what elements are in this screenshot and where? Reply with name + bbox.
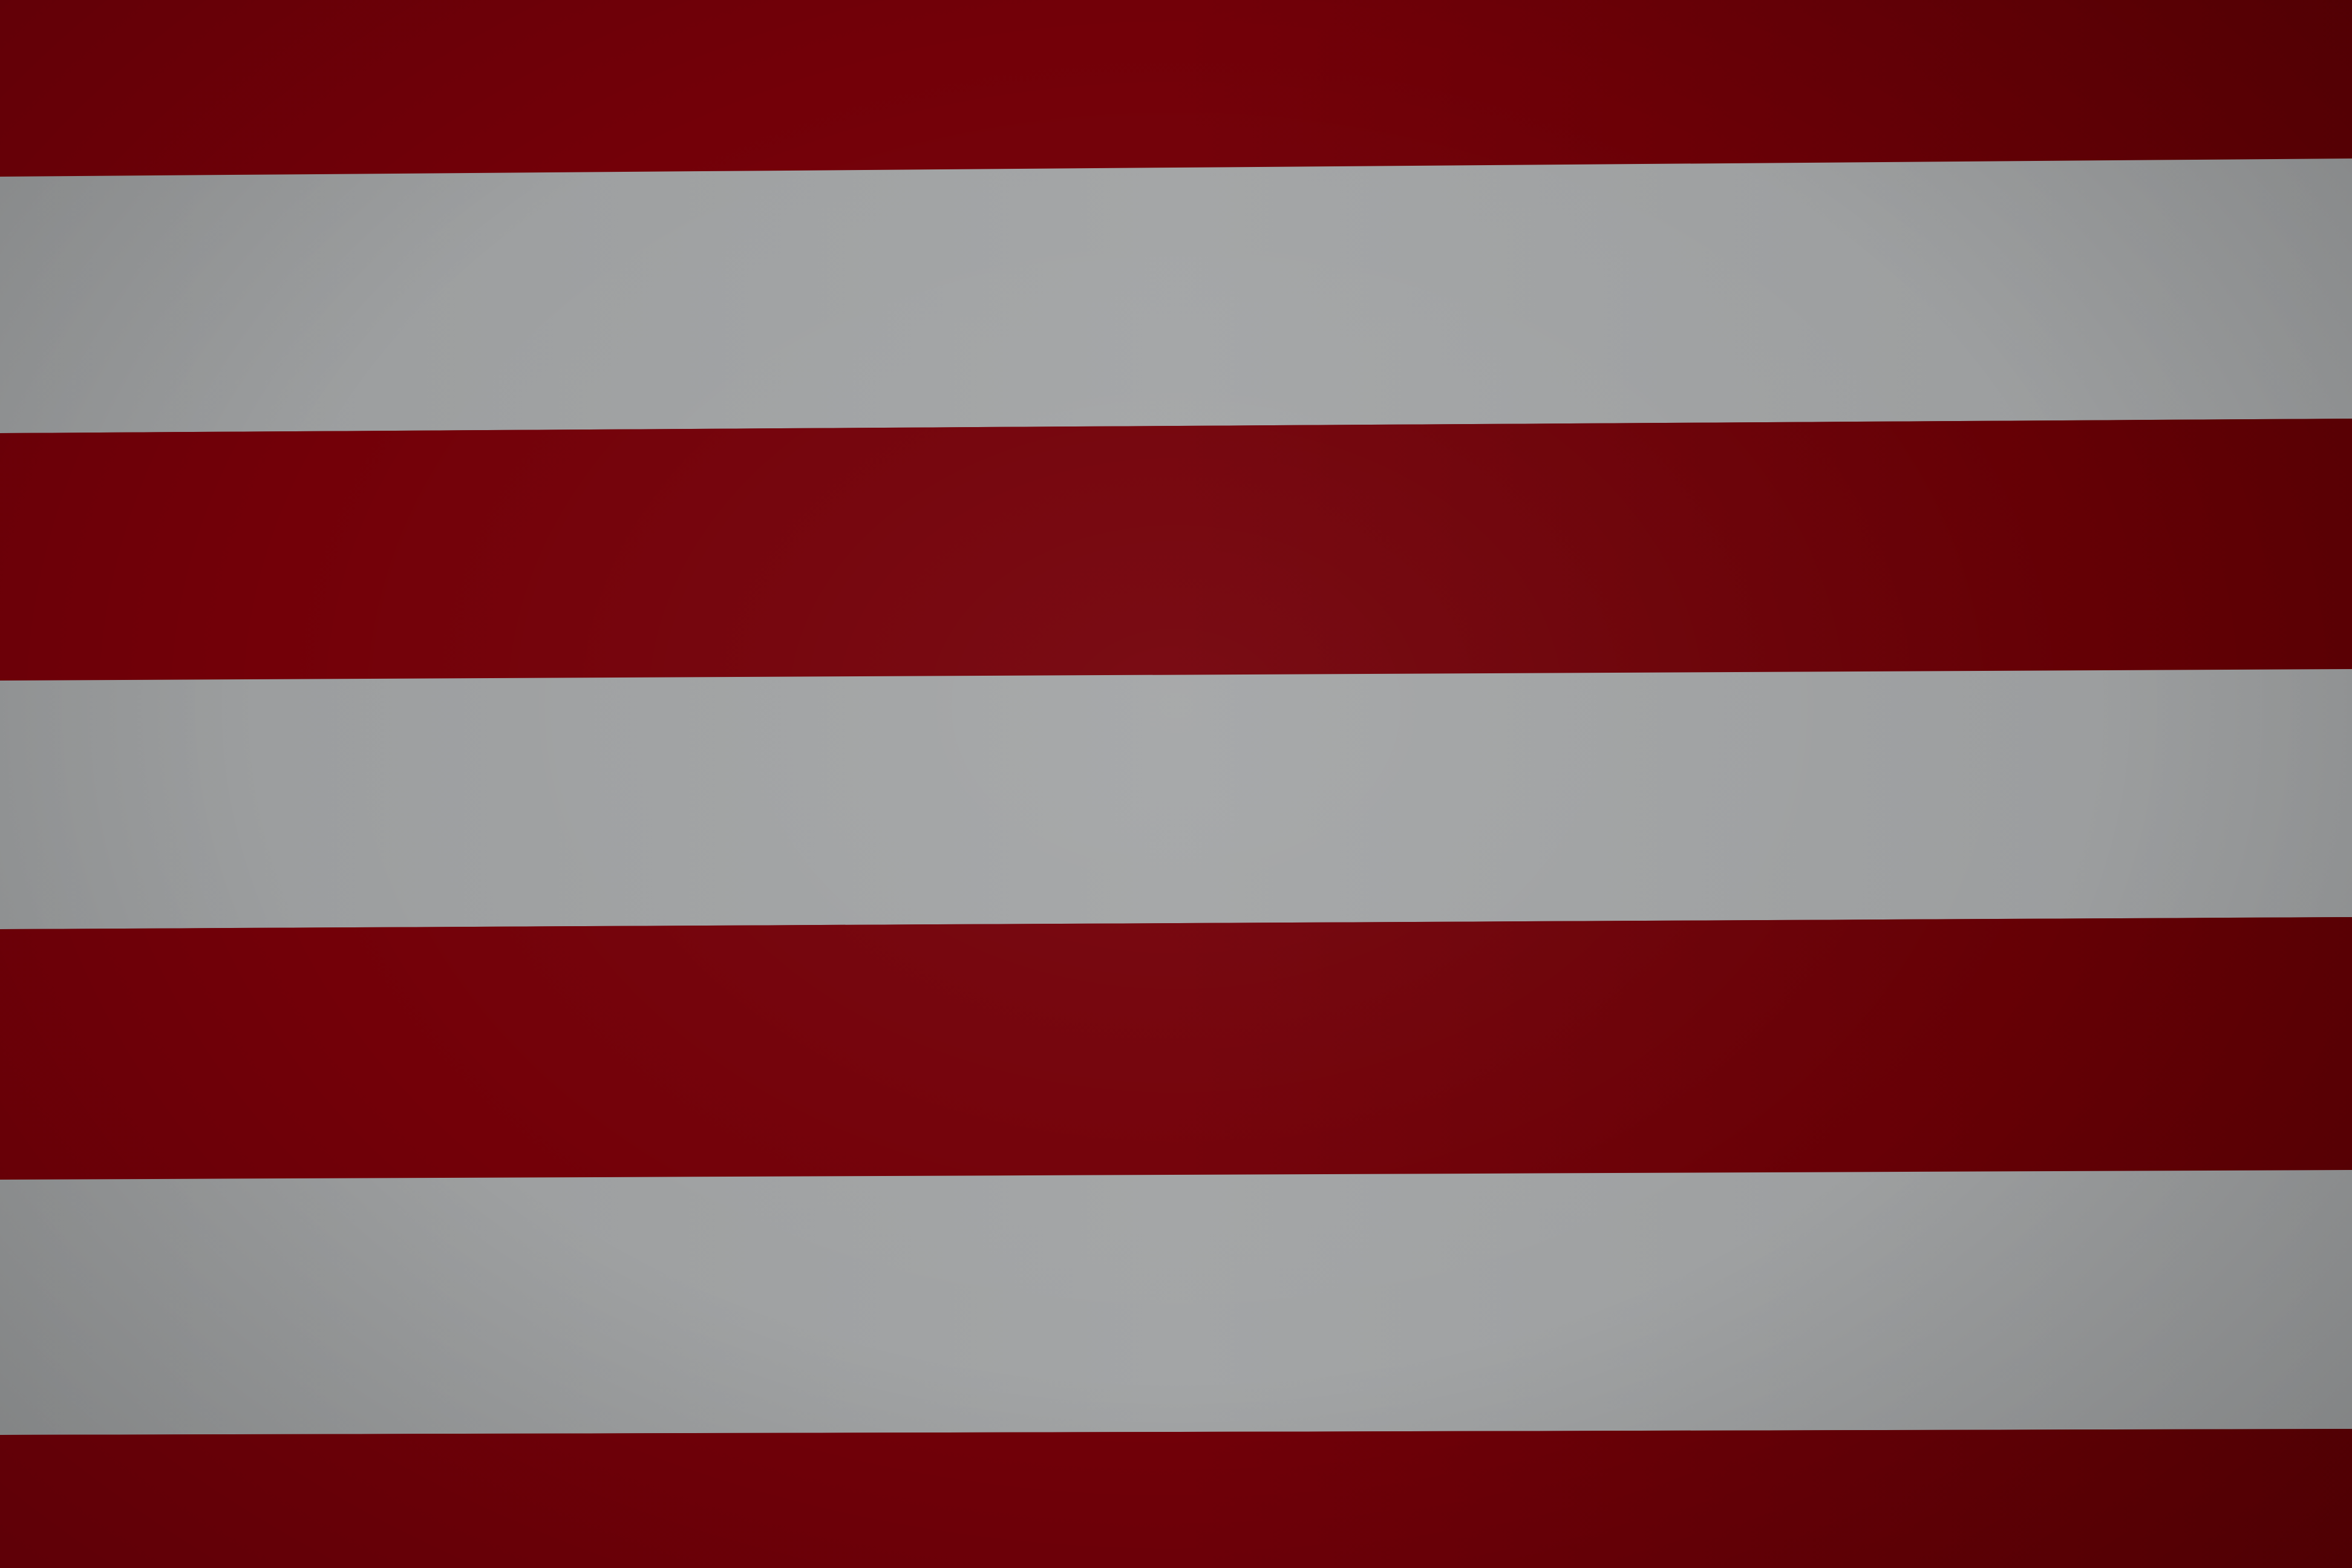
red-stripe-2 (0, 419, 2352, 681)
red-stripe-3 (0, 917, 2352, 1180)
white-stripe-1 (0, 158, 2352, 433)
white-stripe-2 (0, 669, 2352, 929)
white-stripe-3 (0, 1170, 2352, 1435)
red-stripe-4 (0, 1429, 2352, 1568)
red-stripe-1 (0, 0, 2352, 177)
